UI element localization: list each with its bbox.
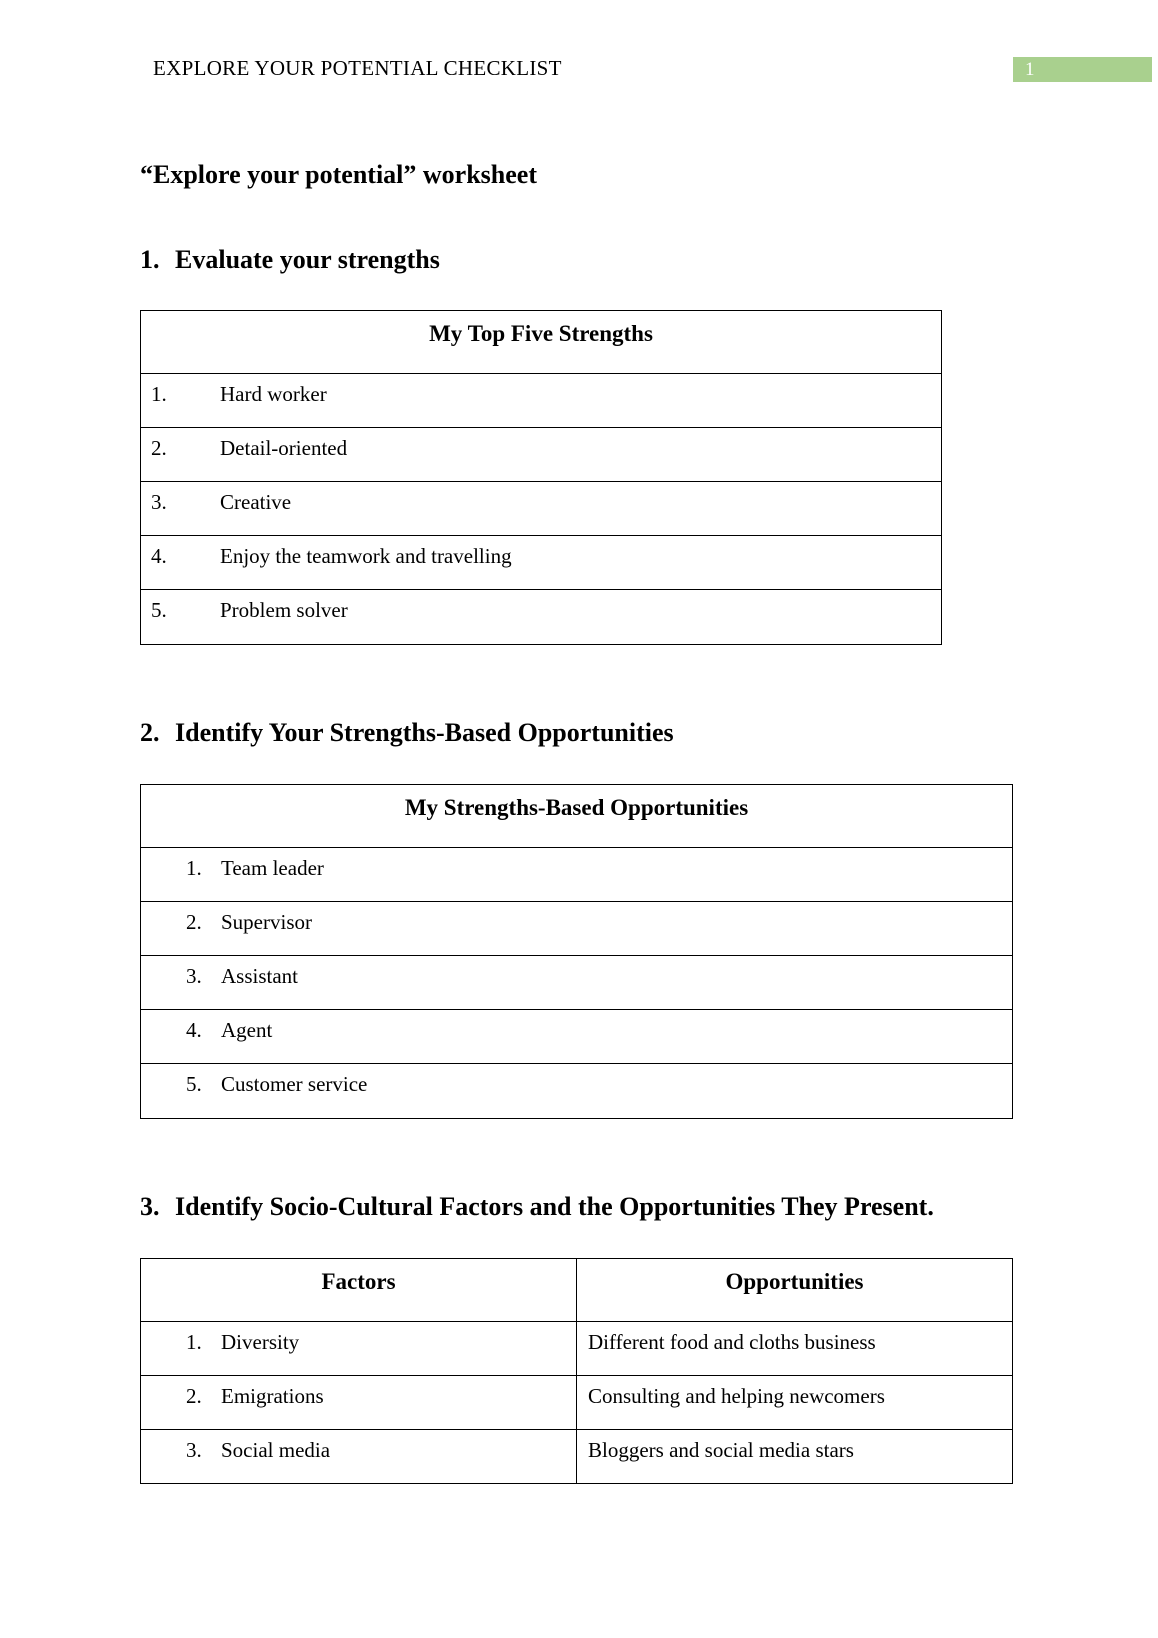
table-row <box>141 1430 1012 1484</box>
row-text: Problem solver <box>220 598 348 622</box>
row-text: Enjoy the teamwork and travelling <box>220 544 512 568</box>
row-number: 1. <box>186 856 202 880</box>
opportunities-table-header-text: My Strengths-Based Opportunities <box>404 795 749 820</box>
opportunity-cell: Consulting and helping newcomers <box>588 1384 885 1408</box>
row-number: 1. <box>151 382 167 406</box>
strengths-table <box>140 310 942 645</box>
row-number: 3. <box>186 964 202 988</box>
running-header-title: EXPLORE YOUR POTENTIAL CHECKLIST <box>153 56 562 80</box>
row-text: Agent <box>221 1018 273 1042</box>
row-number: 3. <box>151 490 167 514</box>
table-row <box>141 536 941 590</box>
opportunity-cell: Different food and cloths business <box>588 1330 876 1354</box>
table-row <box>141 374 941 428</box>
page-number-badge: 1 <box>1013 57 1152 82</box>
strengths-table-header <box>141 311 941 374</box>
row-number: 3. <box>186 1438 202 1462</box>
row-text: Customer service <box>221 1072 368 1096</box>
table-row <box>141 428 941 482</box>
section-2-title: Identify Your Strengths-Based Opportunities <box>175 718 674 747</box>
table-row <box>141 590 941 644</box>
row-number: 4. <box>186 1018 202 1042</box>
opportunities-table <box>140 784 1013 1119</box>
factors-column-header: Factors <box>321 1269 396 1294</box>
section-1-title: Evaluate your strengths <box>175 245 440 274</box>
row-text: Supervisor <box>221 910 312 934</box>
row-text: Creative <box>220 490 292 514</box>
row-text: Detail-oriented <box>220 436 348 460</box>
section-1-heading <box>140 245 440 275</box>
table-row <box>141 1064 1012 1118</box>
opportunities-column-header: Opportunities <box>725 1269 864 1294</box>
row-number: 5. <box>151 598 167 622</box>
row-text: Team leader <box>221 856 324 880</box>
table-row <box>141 902 1012 956</box>
factor-cell: Diversity <box>221 1330 300 1354</box>
section-3-title: Identify Socio-Cultural Factors and the Opportunities They Present. <box>175 1192 934 1221</box>
opportunities-table-header <box>141 785 1012 848</box>
table-row <box>141 1322 1012 1376</box>
socio-cultural-table-header <box>141 1259 1012 1322</box>
section-3-heading <box>140 1192 934 1222</box>
socio-cultural-table <box>140 1258 1013 1484</box>
section-2-heading <box>140 718 674 748</box>
section-3-number: 3. <box>140 1192 160 1221</box>
row-number: 2. <box>186 1384 202 1408</box>
table-row <box>141 1376 1012 1430</box>
row-text: Assistant <box>221 964 299 988</box>
row-number: 2. <box>151 436 167 460</box>
opportunity-cell: Bloggers and social media stars <box>588 1438 854 1462</box>
section-2-number: 2. <box>140 718 160 747</box>
table-row <box>141 482 941 536</box>
row-number: 5. <box>186 1072 202 1096</box>
row-number: 1. <box>186 1330 202 1354</box>
strengths-table-header-text: My Top Five Strengths <box>429 321 653 346</box>
row-number: 2. <box>186 910 202 934</box>
row-number: 4. <box>151 544 167 568</box>
factor-cell: Social media <box>221 1438 331 1462</box>
table-row <box>141 1010 1012 1064</box>
document-title: “Explore your potential” worksheet <box>140 160 537 189</box>
table-row <box>141 848 1012 902</box>
table-row <box>141 956 1012 1010</box>
factor-cell: Emigrations <box>221 1384 324 1408</box>
section-1-number: 1. <box>140 245 160 274</box>
row-text: Hard worker <box>220 382 327 406</box>
